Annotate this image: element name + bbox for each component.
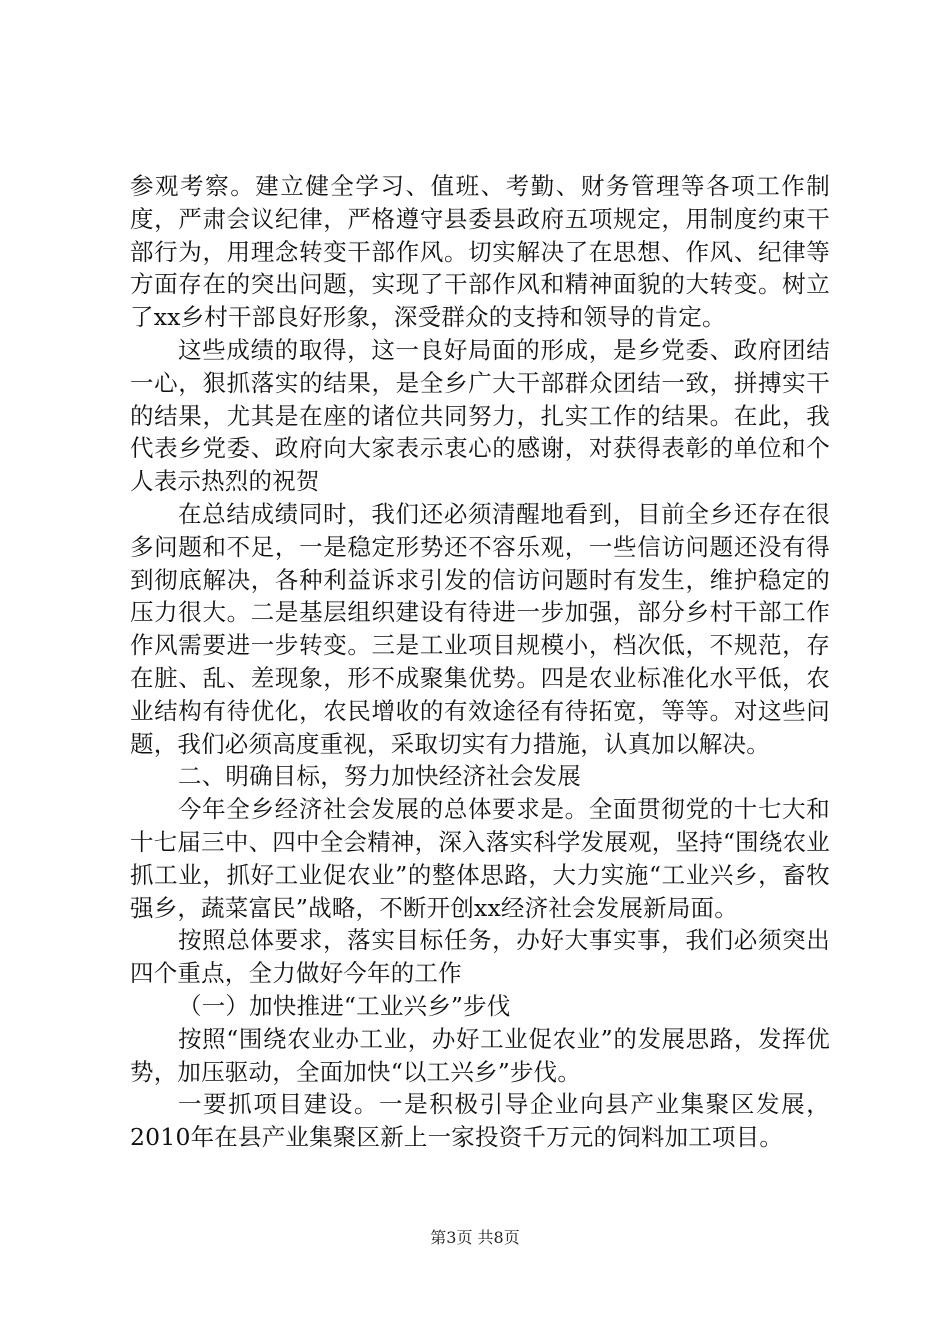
document-body [130, 170, 830, 1154]
paragraph-5: 今年全乡经济社会发展的总体要求是。全面贯彻党的十七大和十七届三中、四中全会精神，深入落实科学发展观，坚持“围绕农业抓工业，抓好工业促农业”的整体思路，大力实施“工业兴乡，畜牧强乡，蔬菜富民”战略，不断开创xx经济社会发展新局面。 [130, 795, 830, 922]
paragraph-8: 按照“围绕农业办工业，办好工业促农业”的发展思路，发挥优势，加压驱动，全面加快“以工兴乡”步伐。 [130, 1024, 830, 1086]
section-heading-2: 二、明确目标，努力加快经济社会发展 [178, 762, 581, 791]
page-number: 第3页 共8页 [430, 1228, 520, 1247]
paragraph-6: 按照总体要求，落实目标任务，办好大事实事，我们必须突出四个重点，全力做好今年的工作 [130, 926, 830, 988]
subsection-heading-1: （一）加快推进“工业兴乡”步伐 [178, 991, 511, 1020]
paragraph-1: 参观考察。建立健全学习、值班、考勤、财务管理等各项工作制度，严肃会议纪律，严格遵守县委县政府五项规定，用制度约束干部行为，用理念转变干部作风。切实解决了在思想、作风、纪律等方面存在的突出问题，实现了干部作风和精神面貌的大转变。树立了xx乡村干部良好形象，深受群众的支持和领导的肯定。 [130, 172, 830, 332]
paragraph-2: 这些成绩的取得，这一良好局面的形成，是乡党委、政府团结一心，狠抓落实的结果，是全乡广大干部群众团结一致，拼搏实干的结果，尤其是在座的诸位共同努力，扎实工作的结果。在此，我代表乡党委、政府向大家表示衷心的感谢，对获得表彰的单位和个人表示热烈的祝贺 [130, 335, 830, 496]
paragraph-3: 在总结成绩同时，我们还必须清醒地看到，目前全乡还存在很多问题和不足，一是稳定形势还不容乐观，一些信访问题还没有得到彻底解决，各种利益诉求引发的信访问题时有发生，维护稳定的压力很大。二是基层组织建设有待进一步加强，部分乡村干部工作作风需要进一步转变。三是工业项目规模小，档次低，不规范，存在脏、乱、差现象，形不成聚集优势。四是农业标准化水平低，农业结构有待优化，农民增收的有效途径有待拓宽，等等。对这些问题，我们必须高度重视，采取切实有力措施，认真加以解决。 [130, 499, 830, 758]
paragraph-9: 一要抓项目建设。一是积极引导企业向县产业集聚区发展，2010年在县产业集聚区新上一家投资千万元的饲料加工项目。 [130, 1090, 830, 1152]
